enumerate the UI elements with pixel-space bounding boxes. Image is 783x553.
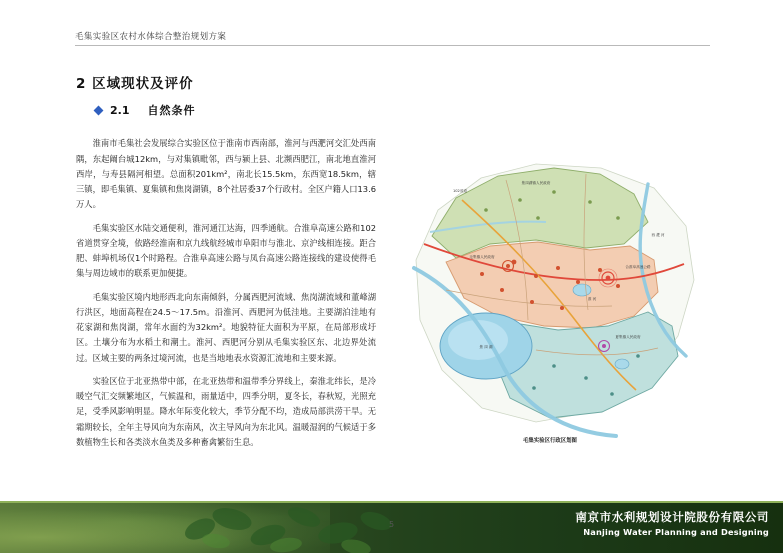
map-label: 焦 岗 湖 (479, 345, 493, 349)
running-title: 毛集实验区农村水体综合整治规划方案 (75, 32, 227, 42)
administrative-division-map (386, 140, 714, 450)
map-label: 夏集镇人民政府 (615, 335, 641, 339)
paragraph: 毛集实验区境内地形西北向东南倾斜，分属西肥河流域、焦岗湖流域和董峰湖行洪区，地面高程在24.5～17.5m。沿淮河、西肥河为低洼地。主要湖泊洼地有花家湖和焦岗湖，常年水面约为32km²。地貌特征大面积为平原，在局部形成圩区。土壤分布为水稻土和潮土。淮河、西肥河分别从毛集实验区东、北边界处流过。区域主要的两条过境河流，也是当地地表水资源汇流地和主要来源。 (76, 291, 376, 363)
map-label: 淮 河 (587, 297, 597, 301)
body-text-column (76, 128, 376, 457)
footer-top-rule (0, 501, 783, 503)
subsection-title: 自然条件 (147, 104, 196, 117)
subsection-number: 2.1 (110, 103, 130, 117)
paragraph: 毛集实验区水陆交通便利，淮河通江达海，四季通航。合淮阜高速公路和102省道贯穿全境，依路经淮南和京九线航经城市阜阳市与淮北、京沪线相连接。距合肥、蚌埠机场仅1个时路程。合淮阜高速公路与凤台高速公路连接线的建设使得毛集与周边域市的联系更加便捷。 (76, 222, 376, 279)
bullet-diamond-icon (94, 105, 104, 115)
page-header (75, 30, 710, 46)
map-label: 102省道 (452, 189, 468, 193)
company-name-cn: 南京市水利规划设计院股份有限公司 (575, 510, 769, 524)
figure-title: 毛集实验区行政区划图 (523, 438, 577, 444)
company-name-en: Nanjing Water Planning and Designing (583, 527, 769, 537)
map-label: 毛集镇人民政府 (469, 255, 495, 259)
map-label: 焦岗湖镇人民政府 (521, 181, 551, 185)
subsection-heading (95, 102, 196, 118)
paragraph: 淮南市毛集社会发展综合实验区位于淮南市西南部，淮河与西淝河交汇处西南隅，东起阚台城12km，与对集镇毗邻，西与颍上县、北濒西肥江，南北地直淮河西岸，与寿县隔河相望。总面积201km²，南北长15.5km，东西宽18.5km，辖三镇，即毛集镇、夏集镇和焦岗湖镇，8个社居委37个行政村。全区户籍人口13.6万人。 (76, 138, 376, 210)
header-divider (75, 45, 710, 46)
page-number: 5 (388, 520, 395, 529)
map-label: 西 淝 河 (651, 233, 665, 237)
map-label: 合淮阜高速公路 (625, 265, 651, 269)
section-heading-1: 2 区域现状及评价 (76, 76, 194, 92)
paragraph: 实验区位于北亚热带中部，在北亚热带和温带季分界线上，秦淮北纬长，是冷暖空气汇交频繁地区，气候温和，雨量适中，四季分明，夏冬长，春秋短，光照充足，受季风影响明显。降水年际变化较大，季节分配不均，造成局部洪涝干旱。无霜期较长，全年主导风向为东南风，次主导风向为东北风。温暖湿润的气候适于多数植物生长和各类淡水鱼类及多种畜禽繁衍生息。 (76, 376, 376, 447)
